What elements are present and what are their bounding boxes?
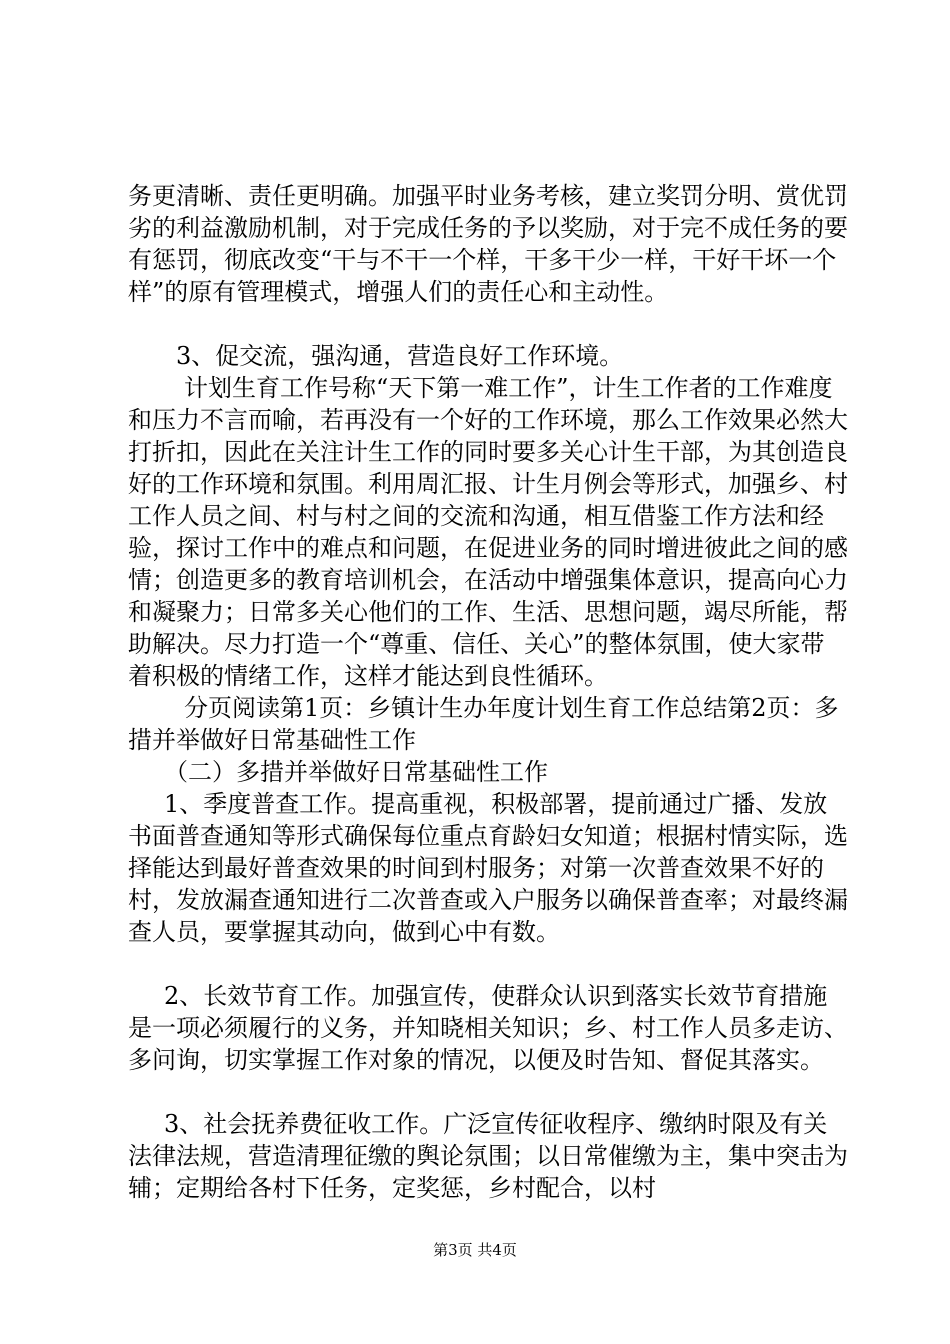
section-heading-3: 3、促交流，强沟通，营造良好工作环境。 xyxy=(176,342,624,370)
paragraph-item-3: 3、社会抚养费征收工作。广泛宣传征收程序、缴纳时限及有关法律法规，营造清理征缴的舆论氛围；以日常催缴为主，集中突击为辅；定期给各村下任务，定奖惩，乡村配合，以村 xyxy=(128,1110,848,1202)
section-heading-part2: （二）多措并举做好日常基础性工作 xyxy=(164,758,548,786)
paragraph-intro: 务更清晰、责任更明确。加强平时业务考核，建立奖罚分明、赏优罚劣的利益激励机制，对于完成任务的予以奖励，对于完不成任务的要有惩罚，彻底改变“干与不干一个样，干多干少一样，干好干坏一个样”的原有管理模式，增强人们的责任心和主动性。 xyxy=(128,182,848,306)
paragraph-item-2: 2、长效节育工作。加强宣传，使群众认识到落实长效节育措施是一项必须履行的义务，并知晓相关知识；乡、村工作人员多走访、多问询，切实掌握工作对象的情况，以便及时告知、督促其落实。 xyxy=(128,982,848,1074)
paragraph-environment: 计划生育工作号称“天下第一难工作”，计生工作者的工作难度和压力不言而喻，若再没有一个好的工作环境，那么工作效果必然大打折扣，因此在关注计生工作的同时要多关心计生干部，为其创造良好的工作环境和氛围。利用周汇报、计生月例会等形式，加强乡、村工作人员之间、村与村之间的交流和沟通，相互借鉴工作方法和经验，探讨工作中的难点和问题，在促进业务的同时增进彼此之间的感情；创造更多的教育培训机会，在活动中增强集体意识，提高向心力和凝聚力；日常多关心他们的工作、生活、思想问题，竭尽所能，帮助解决。尽力打造一个“尊重、信任、关心”的整体氛围，使大家带着积极的情绪工作，这样才能达到良性循环。 xyxy=(128,374,848,690)
page-footer: 第3页 共4页 xyxy=(433,1241,517,1259)
page-navigation-text: 分页阅读第1页：乡镇计生办年度计划生育工作总结第2页：多措并举做好日常基础性工作 xyxy=(128,694,839,754)
paragraph-item-1: 1、季度普查工作。提高重视，积极部署，提前通过广播、发放书面普查通知等形式确保每位重点育龄妇女知道；根据村情实际，选择能达到最好普查效果的时间到村服务；对第一次普查效果不好的村，发放漏查通知进行二次普查或入户服务以确保普查率；对最终漏查人员，要掌握其动向，做到心中有数。 xyxy=(128,790,848,946)
